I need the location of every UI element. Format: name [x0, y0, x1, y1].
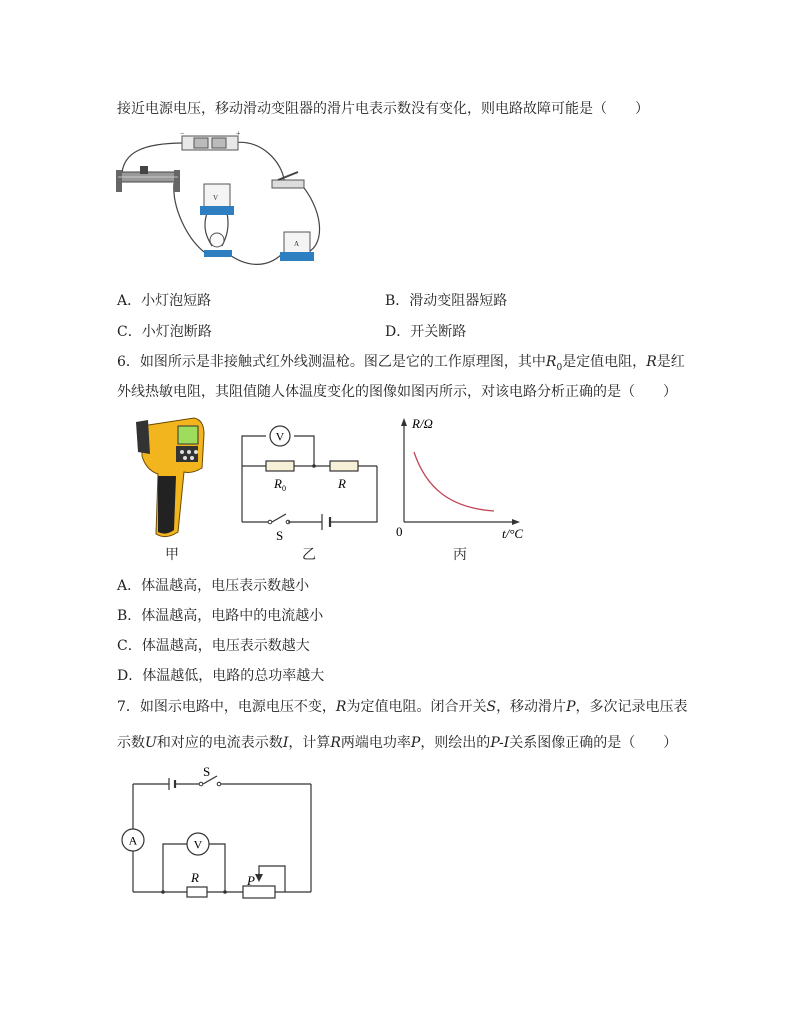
q6-option-d[interactable]: D．体温越低，电路的总功率越大 [117, 668, 325, 684]
q6-resistor-r0 [266, 461, 294, 471]
q6-resistor-r [330, 461, 358, 471]
q6-fig-label-jia: 甲 [165, 547, 179, 563]
q6-option-b[interactable]: B．体温越高，电路中的电流越小 [117, 608, 324, 624]
svg-text:A: A [294, 240, 300, 248]
q5-option-d[interactable]: D．开关断路 [385, 324, 467, 340]
q6-voltmeter-label: V [275, 429, 285, 444]
q6-stem-line2: 外线热敏电阻，其阻值随人体温度变化的图像如图丙所示，对该电路分析正确的是（ ） [117, 384, 677, 400]
svg-text:+: + [236, 129, 241, 138]
q6-figure-yi-circuit [232, 420, 382, 542]
q5-circuit-photo [112, 128, 332, 274]
voltmeter-illustration [200, 184, 234, 215]
switch-illustration [272, 172, 304, 188]
q7-circuit [115, 762, 325, 902]
bulb-illustration [204, 233, 232, 257]
q5-stem: 接近电源电压，移动滑动变阻器的滑片电表示数没有变化，则电路故障可能是（ ） [117, 101, 649, 117]
q6-graph-xlabel: t/°C [502, 526, 524, 541]
q7-resistor-r [187, 887, 207, 897]
q6-option-a[interactable]: A．体温越高，电压表示数越小 [117, 578, 310, 594]
ammeter-illustration [280, 232, 314, 261]
q6-stem-line1: 6．如图所示是非接触式红外线测温枪。图乙是它的工作原理图，其中$R_0$是定值电阻，R是红 [117, 354, 685, 373]
q7-ammeter-label: A [128, 833, 138, 848]
q5-option-b[interactable]: B．滑动变阻器短路 [385, 293, 508, 309]
q6-figure-bing-graph [392, 410, 532, 542]
q6-fig-label-yi: 乙 [302, 547, 316, 563]
q6-graph-ylabel: R/Ω [412, 416, 433, 431]
battery-illustration [180, 129, 241, 150]
q7-voltmeter-label: V [193, 837, 203, 852]
q6-r0-label: $R_0$ [274, 476, 286, 493]
svg-text:V: V [213, 194, 219, 202]
q6-switch-label: S [276, 528, 284, 542]
q7-switch-label: S [203, 764, 211, 779]
q5-option-c[interactable]: C．小灯泡断路 [117, 324, 212, 340]
q6-figure-jia-thermometer [132, 412, 212, 540]
q7-r-label: R [191, 870, 199, 885]
q7-slider-label: P [247, 873, 255, 888]
rheostat-illustration [116, 166, 180, 192]
q6-graph-origin: 0 [396, 524, 403, 539]
q7-stem-line2: 示数U和对应的电流表示数I，计算R两端电功率P，则绘出的P-I关系图像正确的是（ ） [117, 735, 678, 751]
q5-option-a[interactable]: A．小灯泡短路 [117, 293, 212, 309]
svg-text:−: − [180, 129, 185, 138]
q7-stem-line1: 7．如图示电路中，电源电压不变，R为定值电阻。闭合开关S，移动滑片P，多次记录电压表 [117, 699, 688, 715]
q6-r-label: R [338, 476, 346, 491]
q6-resistance-curve [414, 452, 494, 511]
q6-fig-label-bing: 丙 [453, 547, 467, 563]
q6-option-c[interactable]: C．体温越高，电压表示数越大 [117, 638, 310, 654]
